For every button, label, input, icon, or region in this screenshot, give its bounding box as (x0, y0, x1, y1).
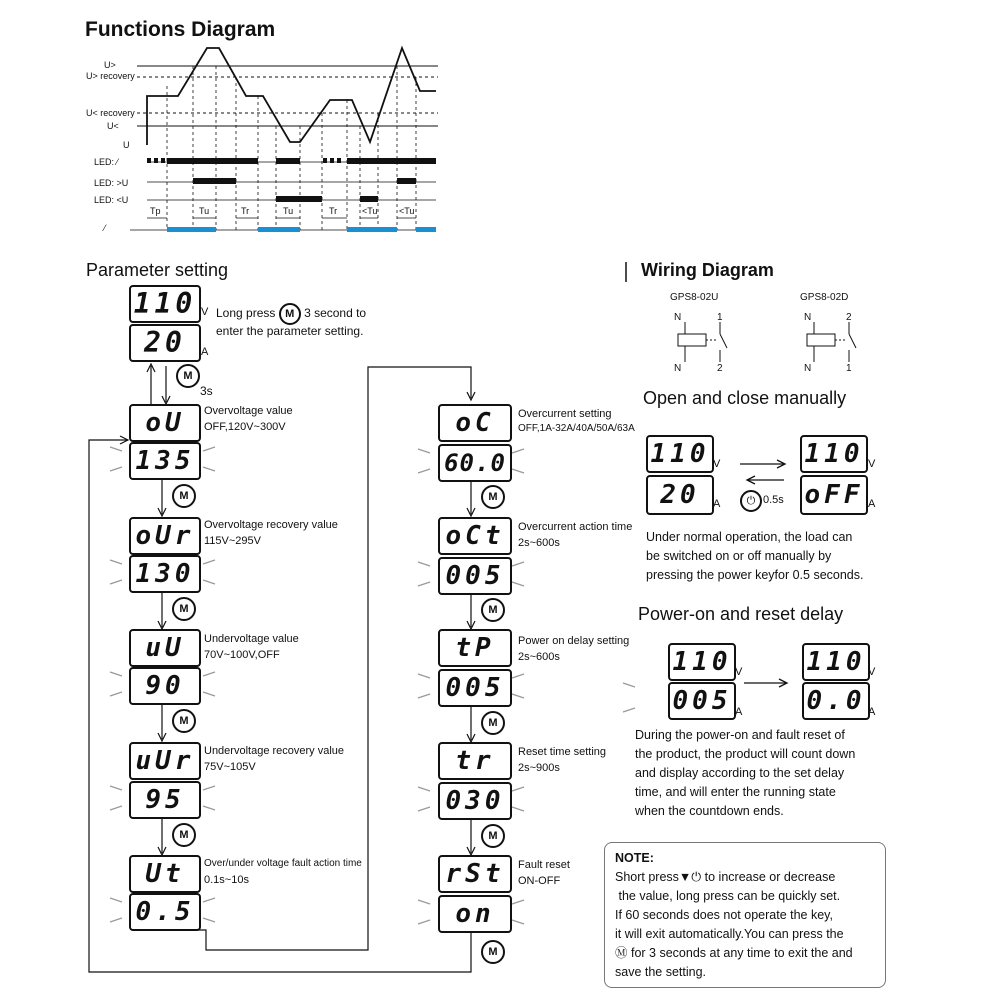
manual-arrows (740, 460, 785, 484)
long-press-pre: Long press (216, 306, 276, 321)
m-button-top[interactable]: M (176, 364, 200, 388)
m-button-left-3[interactable]: M (172, 709, 196, 733)
manual-title: Open and close manually (643, 388, 847, 408)
value-display-oc: 60.0 (438, 444, 512, 482)
label-led-over: LED: >U (94, 178, 129, 188)
model-d: GPS8-02D (800, 292, 849, 303)
range-rst: ON-OFF (518, 875, 561, 887)
timing-label-1: Tp (150, 206, 161, 216)
delay-text-line-5: when the countdown ends. (635, 804, 784, 818)
timing-label-4: Tu (283, 206, 294, 216)
delay-right-countdown: 0.0 (802, 682, 870, 720)
m-button-icon: M (279, 303, 301, 325)
value-display-uvr: 95 (129, 781, 201, 819)
d-term-bl: N (804, 363, 812, 374)
value-display-uv: 90 (129, 667, 201, 705)
top-current-display: 20 (129, 324, 201, 362)
value-display-tp: 005 (438, 669, 512, 707)
label-ut: Over/under voltage fault action time (204, 858, 362, 869)
d-term-tl: N (804, 312, 812, 323)
code-display-rst: rSt (438, 855, 512, 893)
manual-text-line-3: pressing the power keyfor 0.5 seconds. (646, 568, 864, 582)
delay-left-voltage: 110 (668, 643, 736, 681)
label-ovr: Overvoltage recovery value (204, 519, 338, 531)
model-u: GPS8-02U (670, 292, 719, 303)
value-display-rst: on (438, 895, 512, 933)
d-term-br: 1 (846, 363, 852, 374)
manual-text-line-1: Under normal operation, the load can (646, 530, 853, 544)
range-ov: OFF,120V~300V (204, 421, 286, 433)
m-button-left-4[interactable]: M (172, 823, 196, 847)
note-line-1: Short press▼⏻ to increase or decrease (615, 870, 836, 884)
manual-description (646, 528, 863, 585)
m-button-right-1[interactable]: M (481, 485, 505, 509)
m-button-right-5[interactable]: M (481, 940, 505, 964)
label-tr: Reset time setting (518, 746, 607, 758)
label-led-power: LED: ⁄ (94, 157, 119, 167)
m-button-left-2[interactable]: M (172, 597, 196, 621)
label-u-under: U< (107, 121, 119, 131)
manual-left-a-unit: A (713, 498, 721, 510)
timing-label-6: <Tu (362, 206, 378, 216)
delay-left-countdown: 005 (668, 682, 736, 720)
wiring-symbol-u (678, 322, 727, 362)
delay-text-line-4: time, and will enter the running state (635, 785, 836, 799)
label-uvr: Undervoltage recovery value (204, 745, 345, 757)
long-press-post: 3 second to (304, 306, 367, 321)
code-display-ovr: oUr (129, 517, 201, 555)
u-term-bl: N (674, 363, 682, 374)
range-ovr: 115V~295V (204, 535, 261, 547)
delay-left-v-unit: V (735, 666, 743, 678)
manual-right-voltage: 110 (800, 435, 868, 473)
m-button-left-1[interactable]: M (172, 484, 196, 508)
u-term-br: 2 (717, 363, 723, 374)
top-voltage-display: 110 (129, 285, 201, 323)
code-display-oc: oC (438, 404, 512, 442)
power-button-icon[interactable]: ⏻ (740, 490, 762, 512)
value-display-oct: 005 (438, 557, 512, 595)
code-display-tp: tP (438, 629, 512, 667)
value-display-ovr: 130 (129, 555, 201, 593)
delay-text-line-3: and display according to the set delay (635, 766, 845, 780)
functions-diagram-title: Functions Diagram (85, 18, 276, 41)
manual-right-current: oFF (800, 475, 868, 515)
label-u-over-recovery: U> recovery (86, 71, 135, 81)
m-button-right-4[interactable]: M (481, 824, 505, 848)
delay-arrow (744, 679, 787, 687)
note-line-5: Ⓜ for 3 seconds at any time to exit the and (615, 946, 853, 960)
note-line-6: save the setting. (615, 965, 707, 979)
range-oct: 2s~600s (518, 537, 560, 549)
manual-text-line-2: be switched on or off manually by (646, 549, 832, 563)
timing-label-5: Tr (329, 206, 338, 216)
d-term-tr: 2 (846, 312, 852, 323)
manual-press-duration: 0.5s (763, 494, 784, 506)
label-ov: Overvoltage value (204, 405, 293, 417)
value-display-tr: 030 (438, 782, 512, 820)
delay-right-voltage: 110 (802, 643, 870, 681)
label-relay: ⁄ (104, 223, 106, 233)
range-ut: 0.1s~10s (204, 874, 249, 886)
code-display-oct: oCt (438, 517, 512, 555)
code-display-uv: uU (129, 629, 201, 667)
label-u: U (123, 140, 130, 150)
label-led-under: LED: <U (94, 195, 129, 205)
u-term-tr: 1 (717, 312, 723, 323)
long-press-line2: enter the parameter setting. (216, 324, 364, 338)
m-button-right-2[interactable]: M (481, 598, 505, 622)
note-line-2: the value, long press can be quickly set. (615, 889, 841, 903)
timing-label-7: <Tu (399, 206, 415, 216)
timing-label-3: Tr (241, 206, 250, 216)
delay-right-v-unit: V (868, 666, 876, 678)
value-display-ut: 0.5 (129, 893, 201, 931)
range-oc: OFF,1A-32A/40A/50A/63A (518, 423, 635, 434)
delay-left-a-unit: A (735, 706, 743, 718)
label-u-under-recovery: U< recovery (86, 108, 135, 118)
manual-right-v-unit: V (868, 458, 876, 470)
wiring-diagram-title: Wiring Diagram (641, 260, 774, 280)
delay-right-a-unit: A (868, 706, 876, 718)
top-current-unit: A (201, 346, 209, 358)
label-u-over: U> (104, 60, 116, 70)
note-title: NOTE: (615, 851, 654, 865)
label-uv: Undervoltage value (204, 633, 299, 645)
top-voltage-unit: V (201, 306, 209, 318)
code-display-tr: tr (438, 742, 512, 780)
wiring-symbol-d (807, 322, 856, 362)
parameter-setting-title: Parameter setting (86, 260, 229, 280)
code-display-ov: oU (129, 404, 201, 442)
label-rst: Fault reset (518, 859, 570, 871)
delay-text-line-1: During the power-on and fault reset of (635, 728, 845, 742)
range-uvr: 75V~105V (204, 761, 256, 773)
three-second-label: 3s (200, 384, 213, 398)
note-line-4: it will exit automatically.You can press the (615, 927, 844, 941)
manual-left-voltage: 110 (646, 435, 714, 473)
delay-text-line-2: the product, the product will count down (635, 747, 856, 761)
manual-left-v-unit: V (713, 458, 721, 470)
note-box (604, 842, 886, 988)
label-oc: Overcurrent setting (518, 408, 612, 420)
value-display-ov: 135 (129, 442, 201, 480)
u-term-tl: N (674, 312, 682, 323)
m-button-right-3[interactable]: M (481, 711, 505, 735)
code-display-uvr: uUr (129, 742, 201, 780)
range-uv: 70V~100V,OFF (204, 649, 280, 661)
range-tp: 2s~600s (518, 651, 560, 663)
label-oct: Overcurrent action time (518, 521, 633, 533)
label-tp: Power on delay setting (518, 635, 630, 647)
delay-title: Power-on and reset delay (638, 604, 844, 624)
delay-description (635, 726, 855, 821)
manual-right-a-unit: A (868, 498, 876, 510)
manual-left-current: 20 (646, 475, 714, 515)
timing-label-2: Tu (199, 206, 210, 216)
code-display-ut: Ut (129, 855, 201, 893)
note-line-3: If 60 seconds does not operate the key, (615, 908, 833, 922)
range-tr: 2s~900s (518, 762, 560, 774)
